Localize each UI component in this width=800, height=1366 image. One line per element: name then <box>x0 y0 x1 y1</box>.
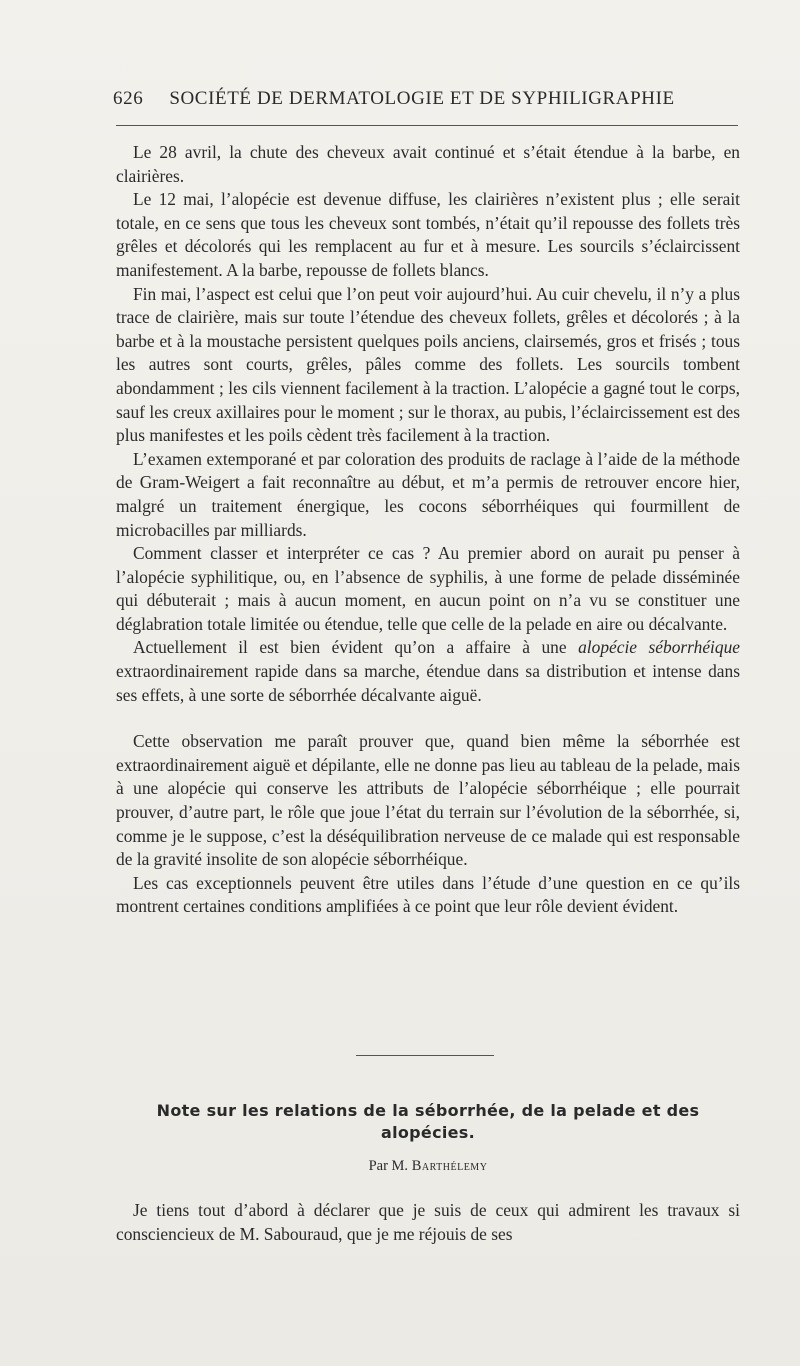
article-body <box>116 141 740 919</box>
page-number: 626 <box>113 88 144 109</box>
paragraph-6-end: extraordinairement rapide dans sa marche, étendue dans sa distribution et intense dans ses effets, à une sorte de séborrhée décalvante aiguë. <box>116 661 740 705</box>
paragraph-8: Les cas exceptionnels peuvent être utiles dans l’étude d’une question en ce qu’ils montrent certaines conditions amplifiées à ce point que leur rôle devient évident. <box>116 872 740 917</box>
paragraph-6-italic: alopécie séborrhéique <box>578 637 740 658</box>
paragraph-2: Le 12 mai, l’alopécie est devenue diffuse, les clairières n’existent plus ; elle serait totale, en ce sens que tous les cheveux sont tombés, n’était qu’il repousse des follets très grêles et décolorés qui les remplacent au fur et à mesure. Les sourcils s’éclaircissent manifestement. A la barbe, repousse de follets blancs. <box>116 189 740 280</box>
running-title: SOCIÉTÉ DE DERMATOLOGIE ET DE SYPHILIGRAPHIE <box>169 88 675 109</box>
paragraph-3: Fin mai, l’aspect est celui que l’on peut voir aujourd’hui. Au cuir chevelu, il n’y a plus trace de clairière, mais sur toute l’étendue des cheveux follets, grêles et décolorés ; à la barbe et à la moustache persistent quelques poils anciens, clairsemés, gros et frisés ; tous les autres sont courts, grêles, pâles comme des follets. Les sourcils tombent abondamment ; les cils viennent facilement à la traction. L’alopécie a gagné tout le corps, sauf les creux axillaires pour le moment ; sur le thorax, au pubis, l’éclaircissement est des plus manifestes et les poils cèdent très facilement à la traction. <box>116 283 740 446</box>
paragraph-4: L’examen extemporané et par coloration des produits de raclage à l’aide de la méthode de Gram-Weigert a fait reconnaître au début, et m’a permis de retrouver encore hier, malgré un traitement énergique, les cocons séborrhéiques qui fourmillent de microbacilles par milliards. <box>116 448 740 540</box>
header-rule <box>116 125 738 126</box>
running-head <box>113 88 735 110</box>
byline-author: Barthélemy <box>411 1158 488 1174</box>
paragraph-6 <box>116 636 740 707</box>
paragraph-7: Cette observation me paraît prouver que, quand bien même la séborrhée est extraordinairement aiguë et dépilante, elle ne donne pas lieu au tableau de la pelade, mais à une alopécie qui conserve les attributs de l’alopécie séborrhéique ; elle pourrait prouver, d’autre part, le rôle que joue l’état du terrain sur l’évolution de la séborrhée, si, comme je le suppose, c’est la déséquilibration nerveuse de ce malade qui est responsable de la gravité insolite de son alopécie séborrhéique. <box>116 731 740 870</box>
note-title: Note sur les relations de la séborrhée, de la pelade et des alopécies. <box>156 1101 700 1142</box>
paragraph-6-start: Actuellement il est bien évident qu’on a affaire à une <box>133 637 579 658</box>
note-paragraph-1: Je tiens tout d’abord à déclarer que je suis de ceux qui admirent les travaux si consciencieux de M. Sabouraud, que je me réjouis de ses <box>116 1200 740 1244</box>
note-body <box>116 1199 740 1246</box>
byline-prefix: Par M. <box>368 1158 409 1174</box>
section-divider <box>356 1055 494 1056</box>
paragraph-1: Le 28 avril, la chute des cheveux avait continué et s’était étendue à la barbe, en clairières. <box>116 142 740 186</box>
paragraph-5: Comment classer et interpréter ce cas ? Au premier abord on aurait pu penser à l’alopécie syphilitique, ou, en l’absence de syphilis, à une forme de pelade disséminée qui débuterait ; mais à aucun moment, en aucun point on n’a vu se constituer une déglabration totale limitée ou étendue, telle que celle de la pelade en aire ou décalvante. <box>116 543 740 634</box>
byline <box>116 1158 740 1175</box>
